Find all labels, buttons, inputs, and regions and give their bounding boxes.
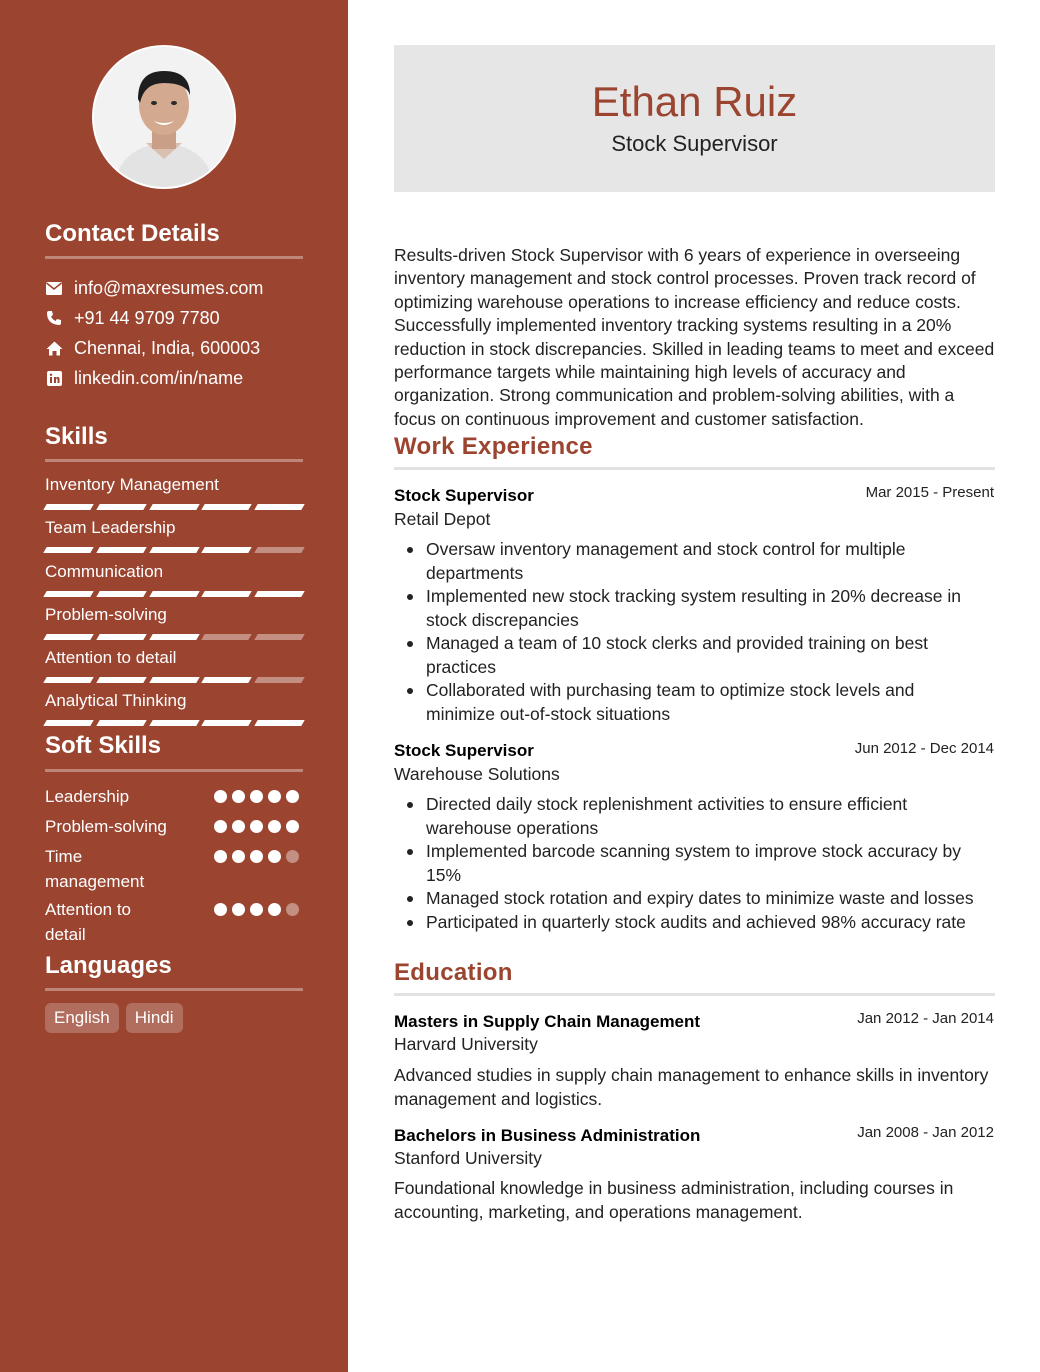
divider [394, 467, 995, 470]
divider [45, 459, 303, 462]
skill-level-segment [202, 677, 252, 683]
language-tag: English [45, 1003, 119, 1033]
skill-level-segment [96, 547, 146, 553]
list-item: Oversaw inventory management and stock control for multiple departments [394, 538, 995, 585]
envelope-icon [45, 279, 63, 297]
rating-dot [214, 820, 227, 833]
contact-phone-text: +91 44 9709 7780 [74, 307, 220, 328]
list-item: Participated in quarterly stock audits and achieved 98% accuracy rate [394, 911, 995, 935]
language-tag: Hindi [126, 1003, 183, 1033]
job-title: Stock Supervisor [394, 486, 534, 505]
rating-dot [232, 850, 245, 863]
soft-skill-name: Problem-solving [45, 817, 167, 836]
linkedin-icon [45, 369, 63, 387]
job-date: Mar 2015 - Present [865, 484, 994, 501]
education-date: Jan 2008 - Jan 2012 [857, 1124, 994, 1141]
skill-level-segment [254, 634, 304, 640]
skill-name: Analytical Thinking [45, 691, 187, 710]
rating-dot [232, 790, 245, 803]
school-name: Harvard University [394, 1034, 538, 1054]
soft-skill-rating [214, 820, 304, 833]
contact-email[interactable] [45, 277, 263, 299]
list-item: Managed a team of 10 stock clerks and provided training on best practices [394, 632, 995, 679]
contact-location-text: Chennai, India, 600003 [74, 337, 261, 358]
skill-level-segment [43, 720, 93, 726]
skill-level-segment [43, 677, 93, 683]
rating-dot [286, 820, 299, 833]
phone-icon [45, 309, 63, 327]
skill-name: Communication [45, 562, 164, 581]
skill-level-segment [96, 720, 146, 726]
degree-title: Masters in Supply Chain Management [394, 1012, 701, 1031]
skill-name: Problem-solving [45, 605, 167, 624]
skill-level-segment [149, 720, 199, 726]
skill-name: Team Leadership [45, 518, 176, 537]
work-section-title: Work Experience [394, 433, 593, 460]
list-item: Managed stock rotation and expiry dates to minimize waste and losses [394, 887, 995, 911]
job-date: Jun 2012 - Dec 2014 [854, 740, 994, 757]
rating-dot [214, 850, 227, 863]
rating-dot [250, 790, 263, 803]
rating-dot [268, 903, 281, 916]
soft-skill-rating [214, 790, 304, 803]
list-item: Implemented barcode scanning system to improve stock accuracy by 15% [394, 840, 995, 887]
skill-level-segment [202, 591, 252, 597]
skill-level-segment [96, 504, 146, 510]
contact-email-text: info@maxresumes.com [74, 277, 264, 298]
soft-skill-name: Attention to detail [45, 900, 132, 944]
job-bullets [394, 793, 995, 934]
skill-level-bar [45, 677, 303, 683]
contact-phone[interactable] [45, 307, 220, 329]
summary-text: Results-driven Stock Supervisor with 6 years of experience in overseeing inventory management and stock control processes. Proven track record of optimizing warehouse operations to increase efficiency and reduce costs. Successfully implemented inventory tracking systems resulting in a 20% reduction in stock discrepancies. Skilled in leading teams to meet and exceed performance targets while maintaining high levels of accuracy and organization. Strong communication and problem-solving abilities, with a focus on continuous improvement and customer satisfaction. [394, 245, 995, 429]
school-name: Stanford University [394, 1148, 542, 1168]
soft-skill-name: Leadership [45, 787, 130, 806]
job-title: Stock Supervisor [394, 741, 534, 760]
education-description: Advanced studies in supply chain management to enhance skills in inventory management and logistics. [394, 1065, 989, 1109]
education-section-title: Education [394, 959, 513, 986]
skills-section-title: Skills [45, 423, 108, 450]
skill-level-segment [96, 677, 146, 683]
profile-photo [92, 45, 236, 189]
candidate-role: Stock Supervisor [611, 131, 778, 156]
skill-level-segment [254, 504, 304, 510]
soft-skills-section-title: Soft Skills [45, 732, 162, 759]
skill-level-bar [45, 504, 303, 510]
skill-level-segment [254, 720, 304, 726]
skill-level-segment [43, 504, 93, 510]
skill-level-bar [45, 720, 303, 726]
job-bullets [394, 538, 995, 726]
rating-dot [286, 790, 299, 803]
soft-skill-rating [214, 903, 304, 916]
skill-level-segment [43, 634, 93, 640]
rating-dot [214, 903, 227, 916]
skill-level-bar [45, 634, 303, 640]
rating-dot [232, 820, 245, 833]
list-item: Collaborated with purchasing team to optimize stock levels and minimize out-of-stock situations [394, 679, 995, 726]
skill-level-segment [96, 634, 146, 640]
rating-dot [268, 820, 281, 833]
skill-level-segment [43, 547, 93, 553]
soft-skill-name: Time management [45, 847, 145, 891]
skill-level-segment [254, 591, 304, 597]
job-company: Retail Depot [394, 509, 491, 529]
rating-dot [286, 903, 299, 916]
skill-level-segment [202, 720, 252, 726]
contact-location [45, 337, 260, 359]
rating-dot [250, 850, 263, 863]
name-header [394, 45, 995, 192]
skill-level-segment [149, 591, 199, 597]
divider [45, 769, 303, 772]
list-item: Implemented new stock tracking system resulting in 20% decrease in stock discrepancies [394, 585, 995, 632]
skill-level-segment [202, 504, 252, 510]
divider [394, 993, 995, 996]
skill-level-segment [96, 591, 146, 597]
skill-level-bar [45, 591, 303, 597]
skill-name: Inventory Management [45, 475, 219, 494]
skill-level-segment [202, 634, 252, 640]
contact-section-title: Contact Details [45, 220, 220, 247]
skill-level-segment [254, 547, 304, 553]
rating-dot [250, 820, 263, 833]
candidate-name: Ethan Ruiz [591, 78, 798, 125]
degree-title: Bachelors in Business Administration [394, 1126, 701, 1145]
contact-linkedin[interactable] [45, 367, 243, 389]
contact-linkedin-text: linkedin.com/in/name [74, 367, 244, 388]
language-list [45, 1003, 183, 1033]
skill-level-segment [149, 677, 199, 683]
sidebar [0, 0, 348, 1372]
rating-dot [250, 903, 263, 916]
skill-name: Attention to detail [45, 648, 177, 667]
education-description: Foundational knowledge in business administration, including courses in accounting, marketing, and operations management. [394, 1178, 954, 1222]
rating-dot [232, 903, 245, 916]
list-item: Directed daily stock replenishment activities to ensure efficient warehouse operations [394, 793, 995, 840]
skill-level-segment [149, 504, 199, 510]
rating-dot [268, 790, 281, 803]
rating-dot [286, 850, 299, 863]
home-icon [45, 339, 63, 357]
skill-level-segment [149, 634, 199, 640]
person-avatar-icon [94, 47, 234, 187]
divider [45, 988, 303, 991]
education-date: Jan 2012 - Jan 2014 [857, 1010, 994, 1027]
skill-level-segment [43, 591, 93, 597]
skill-level-segment [254, 677, 304, 683]
rating-dot [268, 850, 281, 863]
soft-skill-rating [214, 850, 304, 863]
skill-level-bar [45, 547, 303, 553]
languages-section-title: Languages [45, 952, 172, 979]
job-company: Warehouse Solutions [394, 764, 560, 784]
divider [45, 256, 303, 259]
skill-level-segment [149, 547, 199, 553]
skill-level-segment [202, 547, 252, 553]
rating-dot [214, 790, 227, 803]
